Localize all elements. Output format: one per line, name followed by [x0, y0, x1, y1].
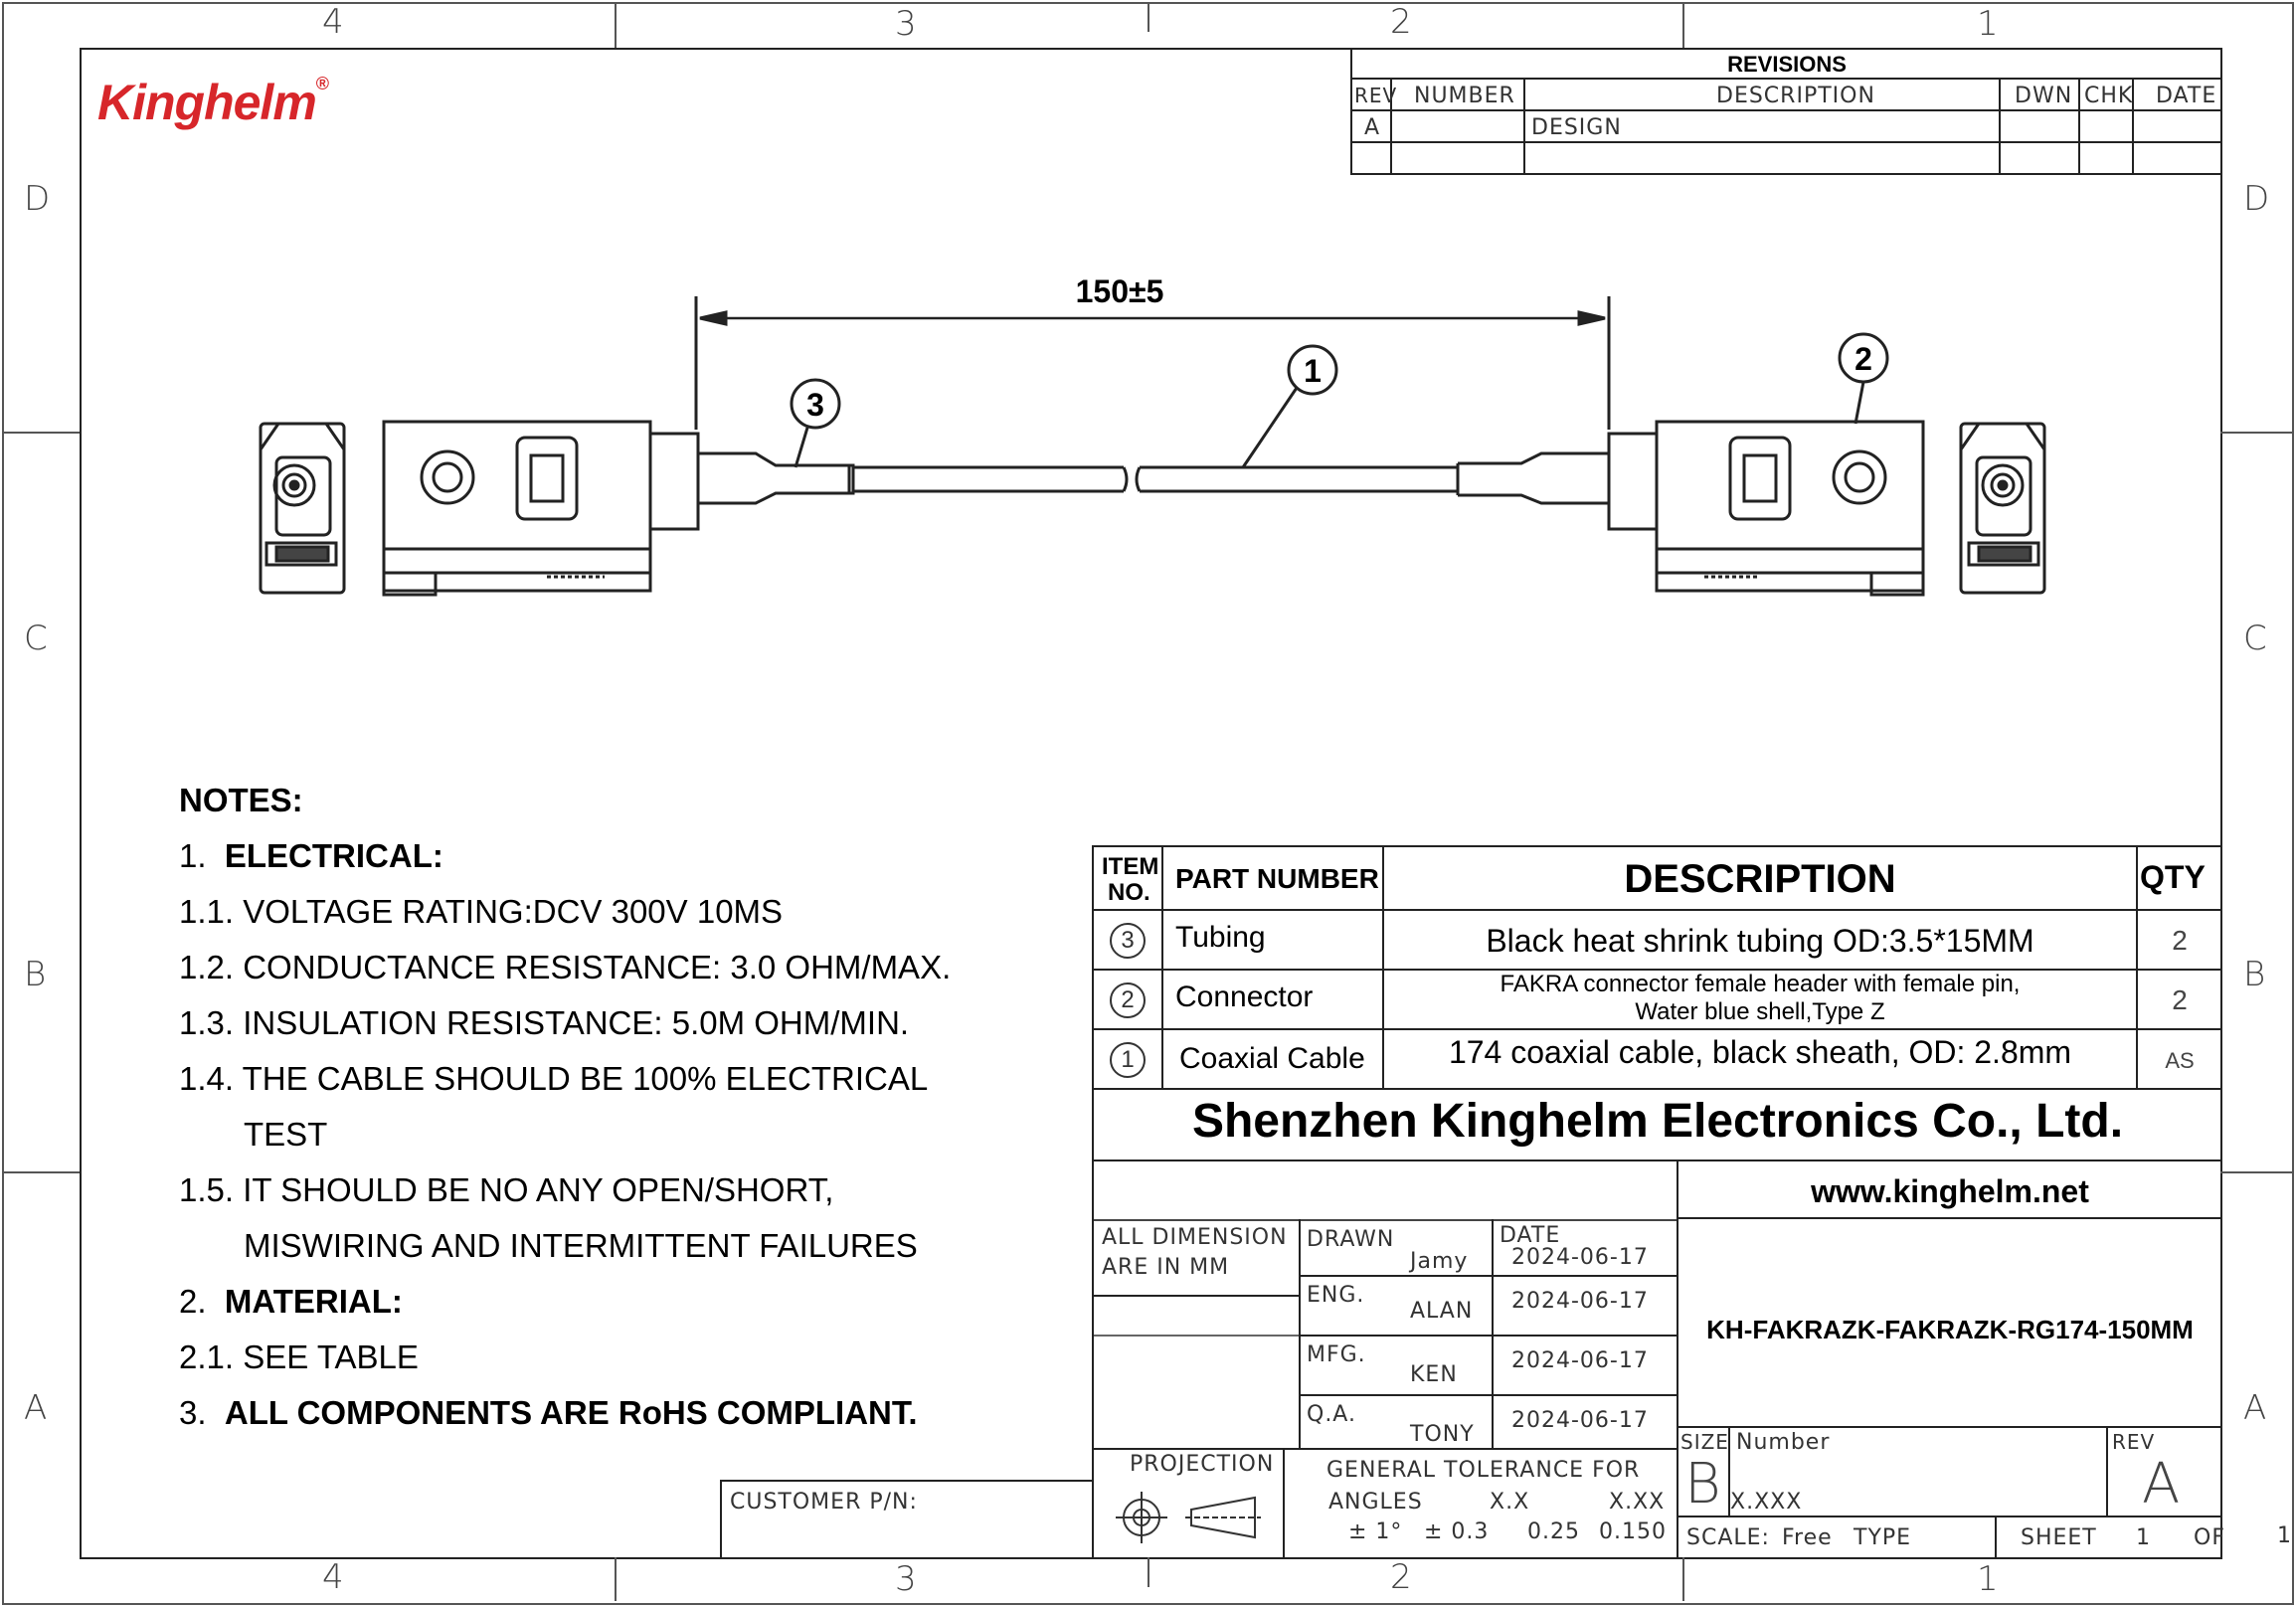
note-text: THE CABLE SHOULD BE 100% ELECTRICAL — [242, 1060, 929, 1097]
of-label: OF — [2194, 1525, 2225, 1550]
note-number: 1.1. — [179, 893, 235, 930]
zone-right-C: C — [2243, 619, 2267, 658]
tolerance-xx-value-2: 0.25 — [1527, 1519, 1580, 1544]
rev-header-chk: CHK — [2084, 84, 2134, 108]
note-number: 1.5. — [179, 1171, 235, 1208]
zone-top-3: 3 — [895, 4, 917, 44]
note-line — [179, 1394, 918, 1432]
scale-value: Free — [1782, 1525, 1833, 1550]
rev-header-rev: REV — [1354, 84, 1398, 107]
note-number: 3. — [179, 1394, 207, 1431]
bom-header-item: ITEM — [1102, 853, 1159, 880]
tolerance-xx: X.X — [1490, 1490, 1530, 1515]
note-text: IT SHOULD BE NO ANY OPEN/SHORT, — [243, 1171, 834, 1208]
bom-description-line1: FAKRA connector female header with female pin, — [1500, 971, 2021, 997]
zone-right-A: A — [2243, 1388, 2267, 1428]
zone-top-1: 1 — [1977, 4, 1999, 44]
bom-qty: AS — [2165, 1048, 2195, 1073]
zone-top-2: 2 — [1390, 2, 1412, 42]
rev-header-number: NUMBER — [1414, 84, 1515, 108]
logo-registered: ® — [315, 74, 329, 93]
item-balloon: 1 — [1110, 1042, 1146, 1078]
size-value: B — [1684, 1452, 1721, 1517]
mfg-date: 2024-06-17 — [1511, 1348, 1649, 1373]
zone-left-B: B — [24, 955, 47, 994]
bom-description-line2: Water blue shell,Type Z — [1635, 998, 1885, 1025]
qa-label: Q.A. — [1307, 1402, 1356, 1427]
size-label: SIZE — [1680, 1430, 1729, 1454]
tolerance-angle-value: ± 1° — [1348, 1519, 1403, 1544]
note-line — [179, 893, 783, 931]
all-dimension-label: ALL DIMENSION — [1102, 1225, 1288, 1250]
projection-label: PROJECTION — [1130, 1452, 1275, 1477]
type-label: TYPE — [1854, 1525, 1912, 1550]
note-line — [179, 949, 951, 986]
drawn-date: 2024-06-17 — [1511, 1245, 1649, 1270]
tolerance-xxx: X.XX — [1609, 1490, 1666, 1515]
zone-bottom-4: 4 — [322, 1557, 344, 1597]
tolerance-angles: ANGLES — [1328, 1490, 1423, 1515]
bom-qty: 2 — [2172, 984, 2188, 1015]
note-number: 1.2. — [179, 949, 235, 985]
rev-value: A — [2142, 1452, 2181, 1517]
scale-label: SCALE: — [1686, 1525, 1770, 1550]
eng-date: 2024-06-17 — [1511, 1289, 1649, 1314]
note-number: 1. — [179, 837, 207, 874]
zone-right-D: D — [2243, 179, 2270, 219]
logo-text: Kinghelm — [97, 75, 316, 130]
projection-symbol-icon — [1106, 1484, 1285, 1553]
drawn-label: DRAWN — [1307, 1227, 1395, 1252]
qa-by: TONY — [1410, 1422, 1475, 1447]
tolerance-title: GENERAL TOLERANCE FOR — [1326, 1458, 1641, 1483]
zone-right-B: B — [2243, 955, 2266, 994]
note-text: MATERIAL: — [224, 1283, 403, 1320]
note-text: MISWIRING AND INTERMITTENT FAILURES — [244, 1227, 918, 1264]
bom-header-description: DESCRIPTION — [1624, 857, 1896, 901]
cable-assembly-drawing — [0, 0, 2296, 696]
customer-pn-box — [720, 1480, 1094, 1557]
company-name: Shenzhen Kinghelm Electronics Co., Ltd. — [1191, 1095, 2124, 1148]
bom-part: Connector — [1175, 981, 1314, 1013]
note-line — [244, 1116, 327, 1154]
tolerance-xx-value: ± 0.3 — [1424, 1519, 1490, 1544]
tolerance-xxx-value: 0.150 — [1599, 1519, 1667, 1544]
note-line — [179, 1060, 928, 1098]
eng-label: ENG. — [1307, 1283, 1365, 1308]
drawing-part-number: KH-FAKRAZK-FAKRAZK-RG174-150MM — [1706, 1315, 2194, 1344]
bom-header-qty: QTY — [2140, 859, 2206, 895]
bom-header-no: NO. — [1108, 879, 1150, 906]
revisions-title: REVISIONS — [1727, 52, 1847, 77]
all-dimension-unit: ARE IN MM — [1102, 1255, 1230, 1280]
notes-title: NOTES: — [179, 782, 303, 818]
balloon-2-label: 2 — [1854, 341, 1872, 377]
note-line — [179, 1171, 833, 1209]
sheet-value: 1 — [2136, 1525, 2151, 1550]
note-text: CONDUCTANCE RESISTANCE: 3.0 OHM/MAX. — [243, 949, 952, 985]
note-number: 2.1. — [179, 1338, 235, 1375]
drawn-by: Jamy — [1410, 1249, 1469, 1274]
note-text: TEST — [244, 1116, 328, 1153]
rev-label: REV — [2112, 1430, 2156, 1454]
zone-top-4: 4 — [322, 2, 344, 42]
note-line — [179, 1004, 909, 1042]
rev-row-rev: A — [1364, 115, 1381, 140]
rev-header-date: DATE — [2156, 84, 2217, 108]
rev-header-dwn: DWN — [2015, 84, 2073, 108]
note-text: VOLTAGE RATING:DCV 300V 10MS — [243, 893, 784, 930]
date-label: DATE — [1500, 1223, 1561, 1248]
balloon-1-label: 1 — [1304, 353, 1322, 389]
bom-qty: 2 — [2172, 925, 2188, 956]
note-line — [179, 837, 443, 875]
bom-description: 174 coaxial cable, black sheath, OD: 2.8mm — [1448, 1034, 2072, 1070]
dimension-label: 150±5 — [1075, 273, 1164, 309]
website: www.kinghelm.net — [1811, 1173, 2089, 1209]
note-text: ELECTRICAL: — [224, 837, 443, 874]
customer-pn-label: CUSTOMER P/N: — [730, 1490, 918, 1515]
rev-header-description: DESCRIPTION — [1716, 84, 1875, 108]
bom-header-part: PART NUMBER — [1175, 863, 1379, 894]
note-number: 2. — [179, 1283, 207, 1320]
qa-date: 2024-06-17 — [1511, 1408, 1649, 1433]
note-text: INSULATION RESISTANCE: 5.0M OHM/MIN. — [243, 1004, 910, 1041]
zone-bottom-1: 1 — [1977, 1559, 1999, 1599]
note-number: 1.4. — [179, 1060, 235, 1097]
bom-table — [1092, 845, 2225, 1557]
zone-left-D: D — [24, 179, 51, 219]
note-line — [179, 1338, 419, 1376]
of-total: 1 — [2277, 1523, 2292, 1548]
item-balloon: 3 — [1110, 923, 1146, 959]
note-text: SEE TABLE — [243, 1338, 419, 1375]
mfg-label: MFG. — [1307, 1342, 1366, 1367]
number-label: Number — [1736, 1430, 1831, 1455]
note-number: 1.3. — [179, 1004, 235, 1041]
bom-part: Tubing — [1175, 921, 1266, 954]
note-text: ALL COMPONENTS ARE RoHS COMPLIANT. — [224, 1394, 918, 1431]
zone-bottom-3: 3 — [895, 1559, 917, 1599]
item-balloon: 2 — [1110, 982, 1146, 1018]
mfg-by: KEN — [1410, 1362, 1458, 1387]
sheet-label: SHEET — [2021, 1525, 2097, 1550]
zone-left-C: C — [24, 619, 48, 658]
rev-row-description: DESIGN — [1531, 115, 1622, 140]
eng-by: ALAN — [1410, 1299, 1474, 1324]
note-line — [244, 1227, 918, 1265]
bom-description: Black heat shrink tubing OD:3.5*15MM — [1486, 923, 2034, 959]
zone-left-A: A — [24, 1388, 48, 1428]
number-value: X.XXX — [1730, 1490, 1803, 1515]
bom-part: Coaxial Cable — [1179, 1042, 1365, 1075]
zone-bottom-2: 2 — [1390, 1557, 1412, 1597]
balloon-3-label: 3 — [806, 387, 824, 423]
note-line — [179, 1283, 403, 1321]
